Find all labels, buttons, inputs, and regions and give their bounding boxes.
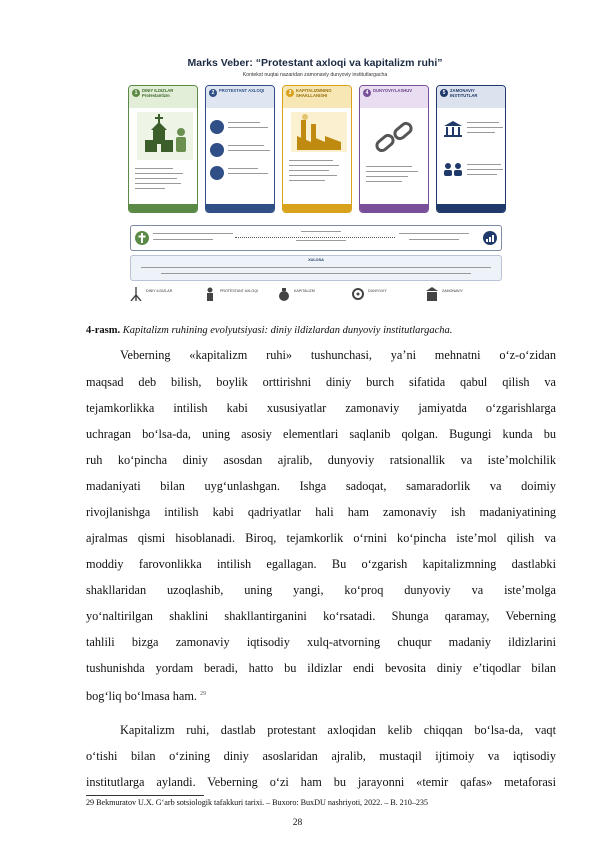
text-line: Kapitalizm ruhi, dastlab protestant axloqidan kelib chiqqan bo‘lsa-da, vaqt: [120, 723, 556, 737]
chain-icon: [372, 118, 418, 158]
worker-stage-icon: [204, 287, 216, 301]
cross-icon: [135, 231, 149, 245]
text-line: shakllaridan uzoqlashib, uning yangi, ko‘proq dunyoviy va iste’molga: [86, 583, 556, 597]
card-number: 4: [363, 89, 371, 97]
text-line: moddiy farovonlikka intilish egallagan. Bu o‘zgarish kapitalizmning dastlabki: [86, 557, 556, 571]
card-diniy-ildizlar: [128, 85, 198, 213]
xulosa-label: XULOSA: [308, 258, 324, 262]
scale-icon: [210, 166, 224, 180]
text-line-content: bog‘liq bo‘lmasa ham.: [86, 689, 197, 704]
text-line: ajralmas qismi hisoblanadi. Biroq, tejamkorlik o‘rnini ko‘pincha iste’mol qilish va: [86, 531, 556, 545]
people-icon: [443, 162, 463, 176]
stage-label: DINIY ILDIZLAR: [146, 289, 173, 293]
card-title: PROTESTANT AXLOQI: [219, 88, 265, 93]
text-line: maqsad deb bilish, boylik orttirishni diniy burch sifatida qabul qilish va: [86, 375, 556, 389]
page-number: 28: [292, 818, 303, 828]
coin-icon: [210, 143, 224, 157]
card-number: 1: [132, 89, 140, 97]
factory-icon: [291, 112, 347, 152]
growth-chart-icon: [483, 231, 497, 245]
footnote-reference[interactable]: 29: [200, 691, 206, 697]
text-line: o‘tishi bilan o‘zining diniy asoslaridan ajralib, mustaqil ijtimoiy va iqtisodiy: [86, 749, 556, 763]
roots-icon: [130, 287, 142, 301]
footnote-separator: [86, 795, 204, 796]
text-line: rivojlanishga intilish kabi qadriyatlar hali ham zamonaviy ish madaniyatining: [86, 505, 556, 519]
text-line: uchragan bo‘lsa-da, uning asosiy elementlari saqlanib qolgan. Bugungi kunda bu: [86, 427, 556, 441]
institution-icon: [443, 120, 463, 138]
text-line-last: [86, 687, 556, 703]
caption-label: 4-rasm.: [86, 325, 121, 336]
card-zamonaviy-institutlar: [436, 85, 506, 213]
footnote-text: 29 Bekmuratov U.X. G‘arb sotsiologik tafakkuri tarixi. – Buxoro: BuxDU nashriyoti, 2022. – B. 210–235: [86, 798, 428, 807]
card-protestant-axloqi: [205, 85, 275, 213]
card-title: DUNYOVIYLASHUV: [373, 88, 413, 93]
card-title: KAPITALIZMNING SHAKLLANISHI: [296, 88, 332, 98]
card-kapitalizm: [282, 85, 352, 213]
caption-text: Kapitalizm ruhining evolyutsiyasi: diniy ildizlardan dunyoviy institutlargacha.: [122, 325, 453, 336]
figure-caption: [86, 325, 556, 336]
worker-icon: [210, 120, 224, 134]
infographic-figure: [120, 57, 510, 313]
stage-label: ZAMONAVIY: [442, 289, 463, 293]
stage-label: PROTESTANT AXLOQI: [220, 289, 259, 293]
building-icon: [426, 287, 438, 301]
figure-subtitle: Kontekst nuqtai nazaridan zamonaviy dunyoviy institutlargacha: [242, 72, 388, 78]
text-line: tejamkorlikka intilish kabi xususiyatlar zamonaviy jamiyatda o‘zgarishlarga: [86, 401, 556, 415]
figure-title: Marks Veber: “Protestant axloqi va kapitalizm ruhi”: [187, 57, 443, 69]
stage-label: DUNYOVIY: [368, 289, 387, 293]
evolution-band: [130, 225, 502, 251]
card-title: DINIY ILDIZLAR Protestantizm: [142, 88, 174, 98]
stage-label: KAPITALIZM: [294, 289, 315, 293]
gear-icon: [352, 287, 364, 301]
church-icon: [137, 112, 193, 160]
text-line: madaniyati bilan uyg‘unlashgan. Ishga sadoqat, samaradorlik va doimiy: [86, 479, 556, 493]
card-dunyoviylashuv: [359, 85, 429, 213]
text-line: ruh ko‘pincha diniy asosdan ajralib, dunyoviy ratsionallik va iste’molchilik: [86, 453, 556, 467]
card-number: 5: [440, 89, 448, 97]
xulosa-band: [130, 255, 502, 281]
text-line: Veberning «kapitalizm ruhi» tushunchasi, ya’ni mehnatni o‘z-o‘zidan: [120, 348, 556, 362]
card-title: ZAMONAVIY INSTITUTLAR: [450, 88, 478, 98]
money-bag-icon: [278, 287, 290, 301]
card-number: 3: [286, 89, 294, 97]
text-line: yo‘naltirilgan shaklini shakllantirganini ko‘rsatadi. Shunga qaramay, Veberning: [86, 609, 556, 623]
card-number: 2: [209, 89, 217, 97]
text-line: tahlili bizga zamonaviy iqtisodiy xulq-atvorning chuqur madaniy ildizlarini: [86, 635, 556, 649]
text-line: institutlarga aylandi. Veberning o‘zi ham bu jarayonni «temir qafas» metaforasi: [86, 775, 556, 789]
text-line: tushunishda yordam beradi, hatto bu ildizlar endi bevosita diniy e’tiqodlar bilan: [86, 661, 556, 675]
